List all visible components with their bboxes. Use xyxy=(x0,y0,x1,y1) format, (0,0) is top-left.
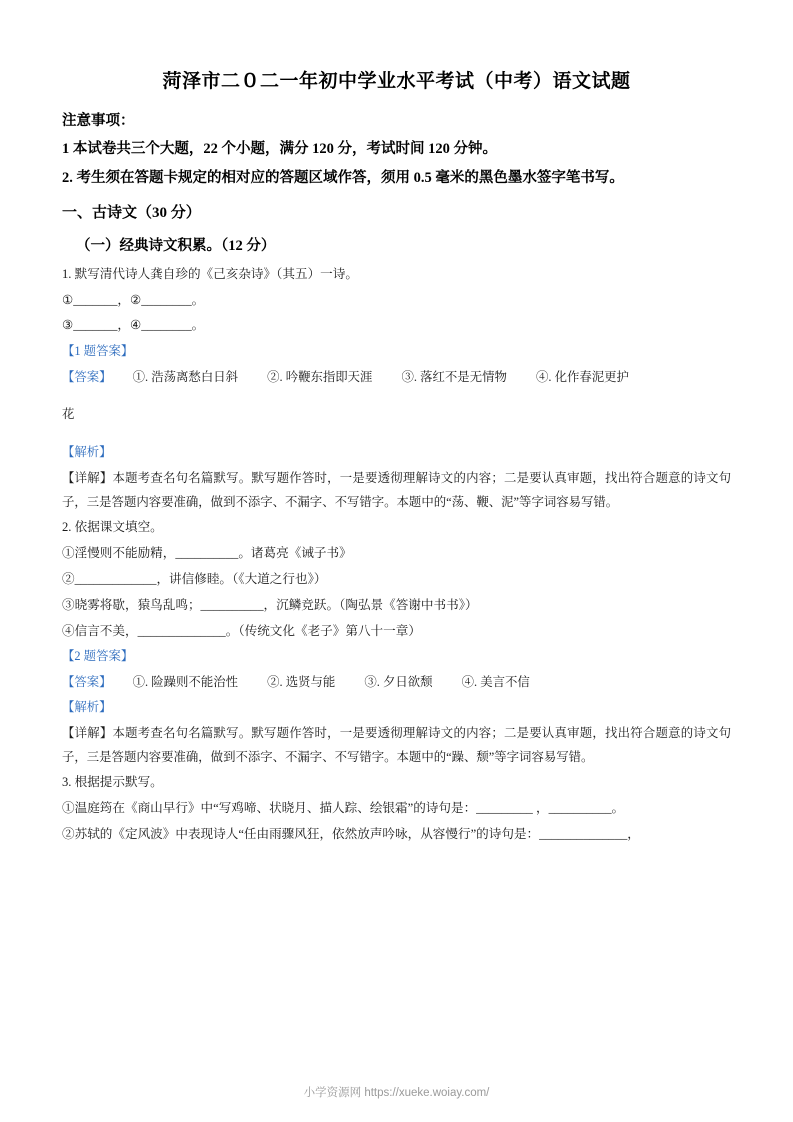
note-line-2: 2. 考生须在答题卡规定的相对应的答题区域作答，须用 0.5 毫米的黑色墨水签字笔书写。 xyxy=(62,169,624,186)
question-2-answer-row xyxy=(62,670,731,695)
question-1-answer-overflow: 花 xyxy=(62,407,75,422)
question-3-item-1: ①温庭筠在《商山早行》中“写鸡啼、状晓月、描人踪、绘银霜”的诗句是：_________ ，__________。 xyxy=(62,801,625,816)
answer-item: ①. 险躁则不能治性 xyxy=(132,674,238,689)
footer-watermark xyxy=(0,1084,793,1100)
question-2-item-1: ①淫慢则不能励精，__________。诸葛亮《诫子书》 xyxy=(62,546,352,561)
question-2-analysis-label: 【解析】 xyxy=(62,700,112,715)
answer-item: ③. 落红不是无情物 xyxy=(401,369,507,384)
question-1-blank-line-2: ③_______，④________。 xyxy=(62,318,205,333)
question-2-answer-list xyxy=(133,675,556,689)
answer-item: ②. 选贤与能 xyxy=(267,674,336,689)
question-1-answer-list xyxy=(133,370,655,384)
question-2-item-4: ④信言不美，______________。（传统文化《老子》第八十一章） xyxy=(62,623,421,638)
answer-label: 【答案】 xyxy=(62,369,112,384)
question-1-analysis-label: 【解析】 xyxy=(62,445,112,460)
question-1-answer-row xyxy=(62,365,731,390)
answer-item: ③. 夕日欲颓 xyxy=(364,674,433,689)
answer-label: 【答案】 xyxy=(62,674,112,689)
footer-brand: 小学资源网 xyxy=(303,1087,362,1099)
question-2-item-2: ②_____________，讲信修睦。（《大道之行也》） xyxy=(62,571,327,586)
question-1-blank-line-1: ①_______，②________。 xyxy=(62,292,205,307)
question-2-stem: 2. 依据课文填空。 xyxy=(62,520,163,535)
question-1-analysis-text: 【详解】本题考查名句名篇默写。默写题作答时，一是要透彻理解诗文的内容；二是要认真审题，找出符合题意的诗文句子，三是答题内容要准确，做到不添字、不漏字、不写错字。本题中的“荡、鞭、泥”等字词容易写错。 xyxy=(62,470,731,510)
section-heading-1: 一、古诗文（30 分） xyxy=(62,204,201,221)
question-3-item-2: ②苏轼的《定风波》中表现诗人“任由雨骤风狂，依然放声吟咏，从容慢行”的诗句是：______________， xyxy=(62,826,640,841)
page-title: 菏泽市二０二一年初中学业水平考试（中考）语文试题 xyxy=(162,71,631,92)
question-1-stem: 1. 默写清代诗人龚自珍的《己亥杂诗》（其五）一诗。 xyxy=(62,266,358,281)
question-2-analysis-text: 【详解】本题考查名句名篇默写。默写题作答时，一是要透彻理解诗文的内容；二是要认真审题，找出符合题意的诗文句子，三是答题内容要准确，做到不添字、不漏字、不写错字。本题中的“躁、颓”等字词容易写错。 xyxy=(62,725,731,765)
answer-item: ④. 化作春泥更护 xyxy=(535,369,629,384)
answer-item: ①. 浩荡离愁白日斜 xyxy=(132,369,238,384)
note-line-1: 1 本试卷共三个大题，22 个小题，满分 120 分，考试时间 120 分钟。 xyxy=(62,141,497,158)
answer-item: ②. 吟鞭东指即天涯 xyxy=(267,369,373,384)
question-2-item-3: ③晓雾将歇，猿鸟乱鸣；__________，沉鳞竞跃。（陶弘景《答谢中书书》） xyxy=(62,597,478,612)
answer-item: ④. 美言不信 xyxy=(461,674,530,689)
question-2-answer-tag: 【2 题答案】 xyxy=(62,649,134,664)
subsection-heading-1: （一）经典诗文积累。（12 分） xyxy=(76,238,276,255)
question-1-answer-tag: 【1 题答案】 xyxy=(62,344,134,359)
footer-url: https://xueke.woiay.com/ xyxy=(364,1087,490,1099)
notes-heading: 注意事项： xyxy=(62,113,135,129)
question-3-stem: 3. 根据提示默写。 xyxy=(62,775,163,790)
